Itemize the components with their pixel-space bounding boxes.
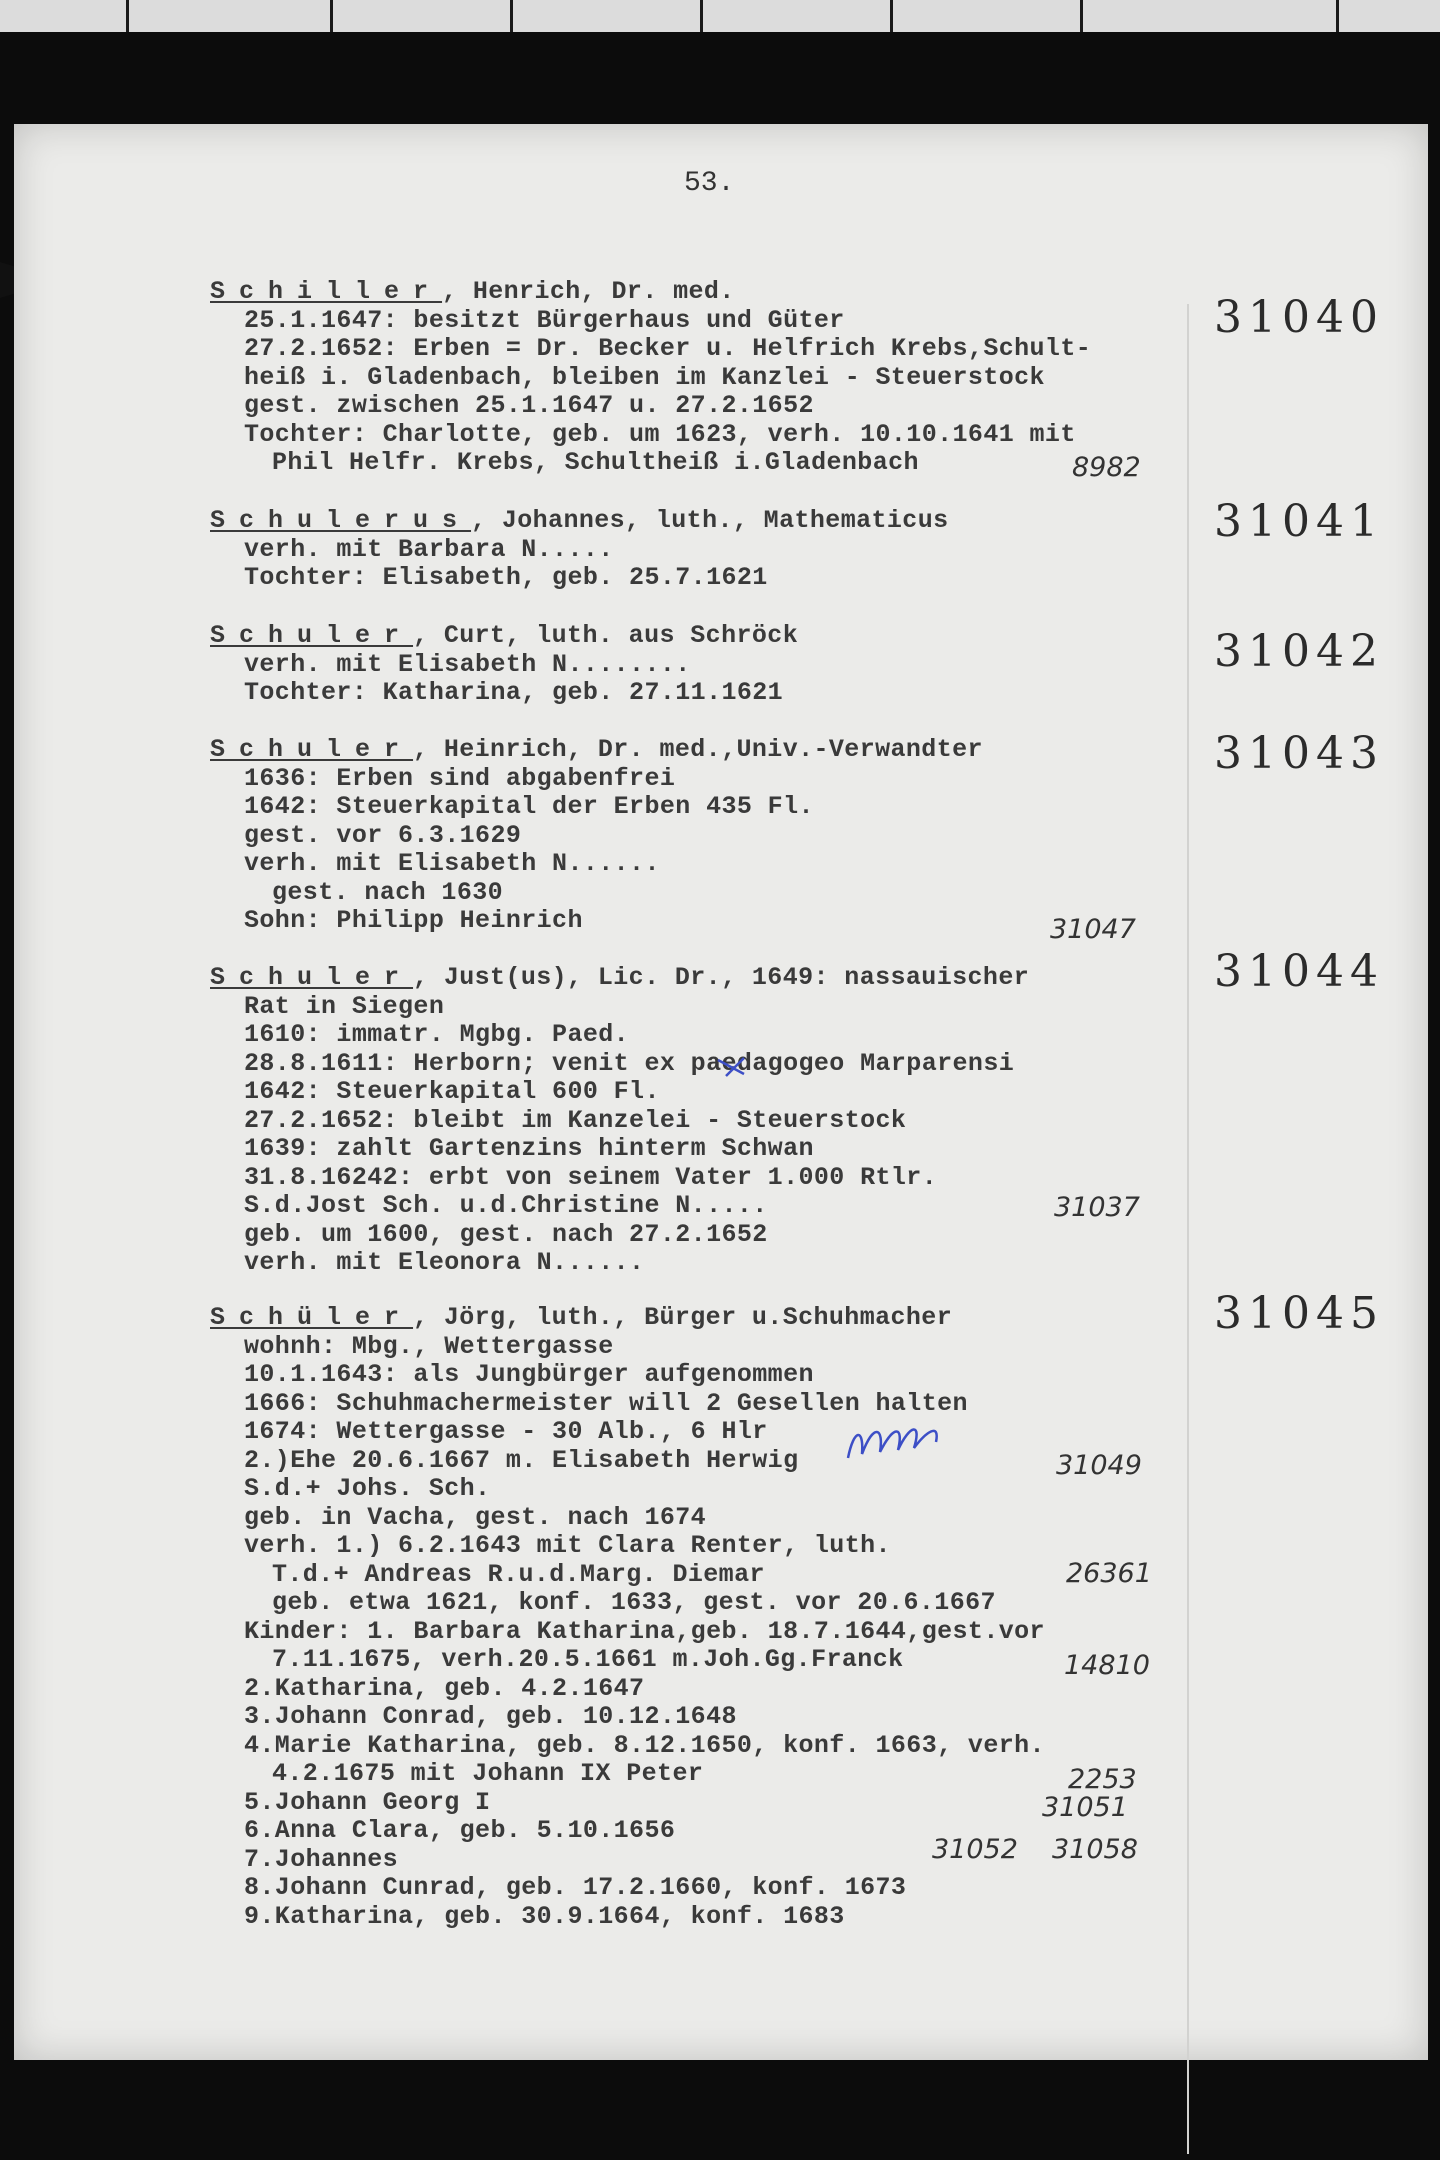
handwritten-note: 8982 <box>1072 452 1141 483</box>
entry-heading-text: , Henrich, Dr. med. <box>442 277 735 306</box>
record-number: 31041 <box>1214 496 1384 547</box>
entry-line: 2.)Ehe 20.6.1667 m. Elisabeth Herwig <box>244 1445 799 1475</box>
entry-line: 27.2.1652: bleibt im Kanzelei - Steuerstock <box>244 1105 907 1135</box>
entry-line: 1642: Steuerkapital 600 Fl. <box>244 1077 660 1106</box>
entry-line: 4.2.1675 mit Johann IX Peter <box>272 1759 704 1788</box>
entry-line: 1639: zahlt Gartenzins hinterm Schwan <box>244 1134 814 1163</box>
margin-line <box>1187 304 1189 2154</box>
entry-line: Kinder: 1. Barbara Katharina,geb. 18.7.1644,gest.vor <box>244 1616 1045 1646</box>
handwritten-note: 26361 <box>1066 1558 1152 1589</box>
handwritten-note: 31058 <box>1052 1834 1138 1865</box>
film-notch <box>510 0 513 32</box>
entry-line: wohnh: Mbg., Wettergasse <box>244 1331 614 1361</box>
page-number: 53. <box>684 168 735 199</box>
entry-surname: Schulerus <box>210 506 472 535</box>
entry-block <box>210 1304 1045 1931</box>
entry-surname: Schuler <box>210 735 414 764</box>
entry-line: gest. zwischen 25.1.1647 u. 27.2.1652 <box>244 391 814 420</box>
pen-scribble <box>844 1418 974 1468</box>
film-notch <box>126 0 129 32</box>
entry-heading-text: , Jörg, luth., Bürger u.Schuhmacher <box>413 1303 953 1332</box>
entry-line: 4.Marie Katharina, geb. 8.12.1650, konf. 1663, verh. <box>244 1730 1045 1760</box>
entry-line: Tochter: Elisabeth, geb. 25.7.1621 <box>244 563 768 592</box>
entry-surname: Schuler <box>210 621 414 650</box>
entry-heading-text: , Johannes, luth., Mathematicus <box>471 506 949 535</box>
entry-line: 1636: Erben sind abgabenfrei <box>244 763 676 793</box>
entry-line: Sohn: Philipp Heinrich <box>244 906 583 935</box>
record-number: 31045 <box>1214 1288 1384 1339</box>
entry-heading <box>210 622 798 651</box>
entry-line: 6.Anna Clara, geb. 5.10.1656 <box>244 1816 676 1845</box>
entry-line: 7.Johannes <box>244 1844 399 1874</box>
entry-line: 28.8.1611: Herborn; venit ex paedagogeo Marparensi <box>244 1048 1015 1078</box>
entry-block <box>210 736 983 936</box>
entry-line: geb. um 1600, gest. nach 27.2.1652 <box>244 1219 768 1249</box>
entry-heading-text: , Just(us), Lic. Dr., 1649: nassauischer <box>413 963 1030 992</box>
entry-line: verh. mit Barbara N..... <box>244 534 614 564</box>
entry-surname: Schüler <box>210 1303 414 1332</box>
film-notch <box>330 0 333 32</box>
entry-line: 5.Johann Georg I <box>244 1787 491 1817</box>
entry-line: gest. vor 6.3.1629 <box>244 820 522 850</box>
record-number: 31044 <box>1214 946 1384 997</box>
entry-line: 7.11.1675, verh.20.5.1661 m.Joh.Gg.Franck <box>272 1645 904 1674</box>
entry-line: 27.2.1652: Erben = Dr. Becker u. Helfrich Krebs,Schult- <box>244 334 1092 363</box>
entry-line: Rat in Siegen <box>244 991 445 1021</box>
entry-heading <box>210 964 1029 993</box>
entry-heading <box>210 1304 1045 1333</box>
entry-line: 1610: immatr. Mgbg. Paed. <box>244 1020 630 1049</box>
entry-line: verh. mit Elisabeth N...... <box>244 849 660 878</box>
entry-line: 1642: Steuerkapital der Erben 435 Fl. <box>244 792 814 821</box>
entry-line: Tochter: Charlotte, geb. um 1623, verh. 10.10.1641 mit <box>244 419 1076 449</box>
entry-surname: Schiller <box>210 277 443 306</box>
record-number: 31043 <box>1214 728 1384 779</box>
entry-line: 1674: Wettergasse - 30 Alb., 6 Hlr <box>244 1417 768 1446</box>
film-strip <box>0 0 1440 32</box>
film-notch <box>1336 0 1339 32</box>
handwritten-note: 31052 <box>932 1834 1018 1865</box>
film-notch <box>700 0 703 32</box>
film-notch <box>1080 0 1083 32</box>
entry-block <box>210 507 949 593</box>
entry-line: T.d.+ Andreas R.u.d.Marg. Diemar <box>272 1559 765 1589</box>
entry-line: heiß i. Gladenbach, bleiben im Kanzlei - Steuerstock <box>244 362 1045 392</box>
entry-line: 9.Katharina, geb. 30.9.1664, konf. 1683 <box>244 1901 845 1931</box>
entry-heading <box>210 507 949 536</box>
entry-line: Phil Helfr. Krebs, Schultheiß i.Gladenbach <box>272 448 919 477</box>
entry-line: geb. etwa 1621, konf. 1633, gest. vor 20.6.1667 <box>272 1588 996 1617</box>
entry-block <box>210 622 798 708</box>
entry-heading-text: , Heinrich, Dr. med.,Univ.-Verwandter <box>413 735 983 764</box>
handwritten-note: 2253 <box>1068 1764 1137 1795</box>
film-notch <box>890 0 893 32</box>
entry-line: 8.Johann Cunrad, geb. 17.2.1660, konf. 1673 <box>244 1873 907 1902</box>
entry-heading <box>210 736 983 765</box>
handwritten-note: 31049 <box>1056 1450 1142 1481</box>
record-number: 31042 <box>1214 626 1384 677</box>
entry-line: gest. nach 1630 <box>272 877 504 907</box>
record-number: 31040 <box>1214 292 1384 343</box>
entry-heading-text: , Curt, luth. aus Schröck <box>413 621 799 650</box>
entry-heading <box>210 278 1091 307</box>
handwritten-note: 31037 <box>1054 1192 1140 1223</box>
entry-line: verh. mit Elisabeth N........ <box>244 649 691 679</box>
entry-line: S.d.+ Johs. Sch. <box>244 1474 491 1503</box>
entry-line: verh. mit Eleonora N...... <box>244 1248 645 1277</box>
entry-line: 2.Katharina, geb. 4.2.1647 <box>244 1673 645 1703</box>
entry-line: Tochter: Katharina, geb. 27.11.1621 <box>244 678 784 707</box>
handwritten-note: 31047 <box>1050 914 1136 945</box>
entry-line: 25.1.1647: besitzt Bürgerhaus und Güter <box>244 305 845 335</box>
handwritten-note: 14810 <box>1064 1650 1150 1681</box>
entry-line: geb. in Vacha, gest. nach 1674 <box>244 1502 707 1532</box>
pen-mark <box>714 1054 750 1080</box>
entry-line: 10.1.1643: als Jungbürger aufgenommen <box>244 1360 814 1389</box>
entry-surname: Schuler <box>210 963 414 992</box>
entry-line: verh. 1.) 6.2.1643 mit Clara Renter, luth. <box>244 1531 891 1560</box>
entry-line: S.d.Jost Sch. u.d.Christine N..... <box>244 1191 768 1220</box>
entry-block <box>210 278 1091 478</box>
entry-line: 1666: Schuhmachermeister will 2 Gesellen halten <box>244 1388 968 1418</box>
entry-line: 31.8.16242: erbt von seinem Vater 1.000 Rtlr. <box>244 1162 938 1192</box>
handwritten-note: 31051 <box>1042 1792 1128 1823</box>
entry-line: 3.Johann Conrad, geb. 10.12.1648 <box>244 1702 737 1731</box>
entry-block <box>210 964 1029 1278</box>
